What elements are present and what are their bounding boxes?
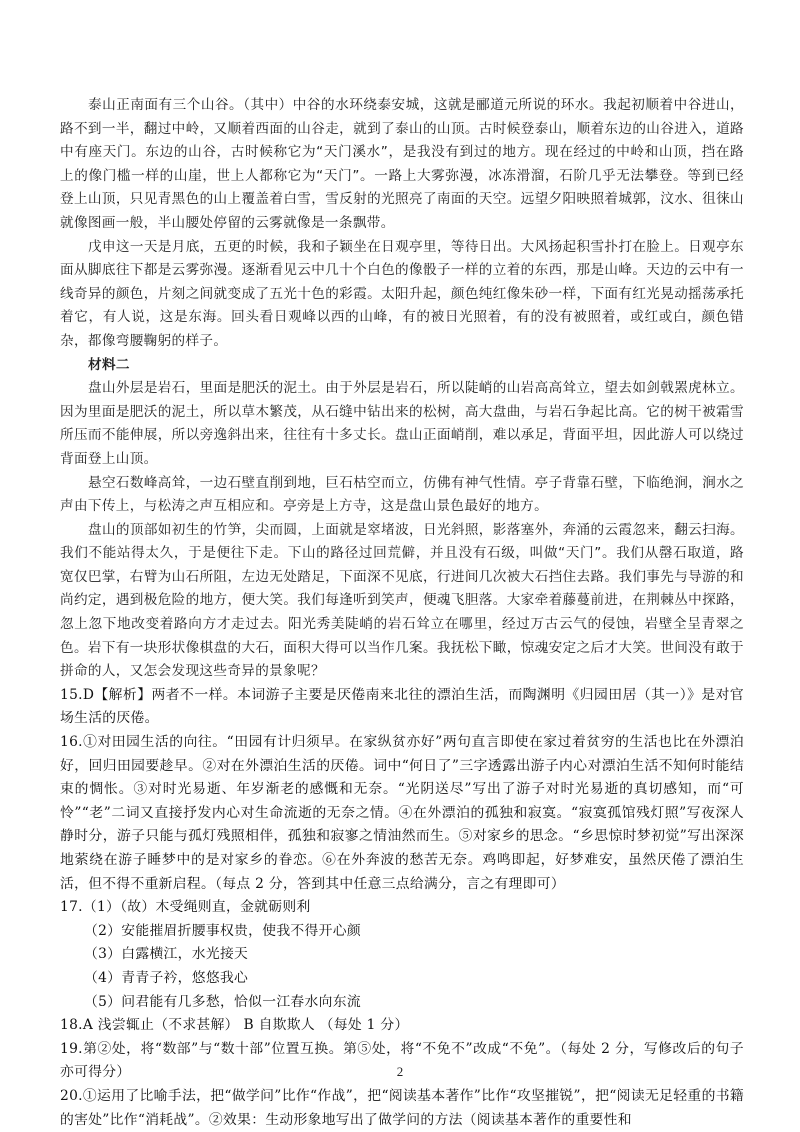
answer-16: 16.①对田园生活的向往。“田园有计归须早。在家纵贫亦好”两句直言即使在家过着贫穷的生活也比在外漂泊好，回归田园要趁早。②对在外漂泊生活的厌倦。词中“何日了”三字透露出游子内心对漂泊生活不知何时能结束的惆怅。③对时光易逝、年岁渐老的感慨和无奈。“光阴送尽”写出了游子对时光易逝的真切感知，而“可怜”“老”二词又直接抒发内心对生命流逝的无奈之情。④在外漂泊的孤独和寂寞。“寂寞孤馆残灯照”写夜深人静时分，游子只能与孤灯残照相伴，孤独和寂寥之情油然而生。⑤对家乡的思念。“乡思惊时梦初觉”写出深深地萦绕在游子睡梦中的是对家乡的眷恋。⑥在外奔波的愁苦无奈。鸡鸣即起，好梦难安，虽然厌倦了漂泊生活，但不得不重新启程。（每点 2 分，答到其中任意三点给满分，言之有理即可） bbox=[60, 734, 744, 892]
answer-19: 19.第②处，将“数部”与“数十部”位置互换。第⑤处，将“不免不”改成“不免”。（每处 2 分，写修改后的句子亦可得分） bbox=[60, 1040, 744, 1081]
answer-17-item-5: （5）问君能有几多愁，恰似一江春水向东流 bbox=[84, 993, 361, 1010]
material-one-paragraph-1: 泰山正南面有三个山谷。（其中）中谷的水环绕泰安城，这就是郦道元所说的环水。我起初顺着中谷进山，路不到一半，翻过中岭，又顺着西面的山谷走，就到了泰山的山顶。古时候登泰山，顺着东边的山谷进入，道路中有座天门。东边的山谷，古时候称它为“天门溪水”，是我没有到过的地方。现在经过的中岭和山顶，挡在路上的像门槛一样的山崖，世上人都称它为“天门”。一路上大雾弥漫，冰冻滑溜，石阶几乎无法攀登。等到已经登上山顶，只见青黑色的山上覆盖着白雪，雪反射的光照亮了南面的天空。远望夕阳映照着城郭，汶水、徂徕山就像图画一般，半山腰处停留的云雾就像是一条飘带。 bbox=[60, 97, 744, 231]
answer-20: 20.①运用了比喻手法，把“做学问”比作“作战”，把“阅读基本著作”比作“攻坚摧锐”，把“阅读无足轻重的书籍的害处”比作“消耗战”。②效果：生动形象地写出了做学问的方法（阅读基本著作的重要性和 bbox=[60, 1087, 744, 1128]
material-two-paragraph-1: 盘山外层是岩石，里面是肥沃的泥土。由于外层是岩石，所以陡峭的山岩高高耸立，望去如剑戟罴虎林立。因为里面是肥沃的泥土，所以草木繁茂，从石缝中钻出来的松树，高大盘曲，与岩石争起比高。它的树干被霜雪所压而不能伸展，所以旁逸斜出来，往往有十多丈长。盘山正面峭削，难以承足，背面平坦，因此游人可以绕过背面登上山顶。 bbox=[60, 380, 744, 467]
page-content bbox=[60, 94, 744, 1132]
material-two-heading: 材料二 bbox=[88, 356, 130, 373]
answer-17-item-4: （4）青青子衿，悠悠我心 bbox=[84, 969, 249, 986]
answer-18: 18.A 浅尝辄止（不求甚解） B 自欺欺人 （每处 1 分） bbox=[60, 1017, 409, 1034]
answer-17-item-2: （2）安能摧眉折腰事权贵，使我不得开心颜 bbox=[84, 922, 361, 939]
page-number: 2 bbox=[396, 1064, 404, 1079]
answer-17-item-1: 17.（1）（故）木受绳则直，金就砺则利 bbox=[60, 899, 311, 916]
material-one-paragraph-2: 戊申这一天是月底，五更的时候，我和子颖坐在日观亭里，等待日出。大风扬起积雪扑打在脸上。日观亭东面从脚底往下都是云雾弥漫。逐渐看见云中几十个白色的像骰子一样的立着的东西，那是山峰。天边的云中有一线奇异的颜色，片刻之间就变成了五光十色的彩霞。太阳升起，颜色纯红像朱砂一样，下面有红光晃动摇荡承托着它，有人说，这是东海。回头看日观峰以西的山峰，有的被日光照着，有的没有被照着，或红或白，颜色错杂，都像弯腰鞠躬的样子。 bbox=[60, 238, 744, 349]
material-two-paragraph-3: 盘山的顶部如初生的竹笋，尖而圆，上面就是窣堵波，日光斜照，影落塞外，奔涌的云霞忽来，翻云扫海。我们不能站得太久，于是便往下走。下山的路径过回荒僻，并且没有石级，叫做“天门”。我们从罄石取道，路宽仅巴掌，右臂为山石所阻，左边无处踏足，下面深不见底，行进间几次被大石挡住去路。我们事先与导游的和尚约定，遇到极危险的地方，便大笑。我们每逢听到笑声，便魂飞胆落。大家牵着藤蔓前进，在荆棘丛中探路，忽上忽下地改变着路向方才走过去。阳光秀美陡峭的岩石耸立在哪里，经过万古云气的侵蚀，岩壁全呈青翠之色。岩下有一块形状像棋盘的大石，面积大得可以当作几案。我抚松下瞰，惊魂安定之后才大笑。世间没有敢于拼命的人，又怎会发现这些奇异的景象呢？ bbox=[60, 521, 744, 680]
material-two-paragraph-2: 悬空石数峰高耸，一边石壁直削到地，巨石枯空而立，仿佛有神气性情。亭子背靠石壁，下临绝涧，涧水之声由下传上，与松涛之声互相应和。亭旁是上方寺，这是盘山景色最好的地方。 bbox=[60, 474, 744, 515]
answer-15: 15.D【解析】两者不一样。本词游子主要是厌倦南来北往的漂泊生活，而陶渊明《归园田居（其一）》是对官场生活的厌倦。 bbox=[60, 686, 744, 727]
answer-17-item-3: （3）白露横江，水光接天 bbox=[84, 946, 249, 963]
